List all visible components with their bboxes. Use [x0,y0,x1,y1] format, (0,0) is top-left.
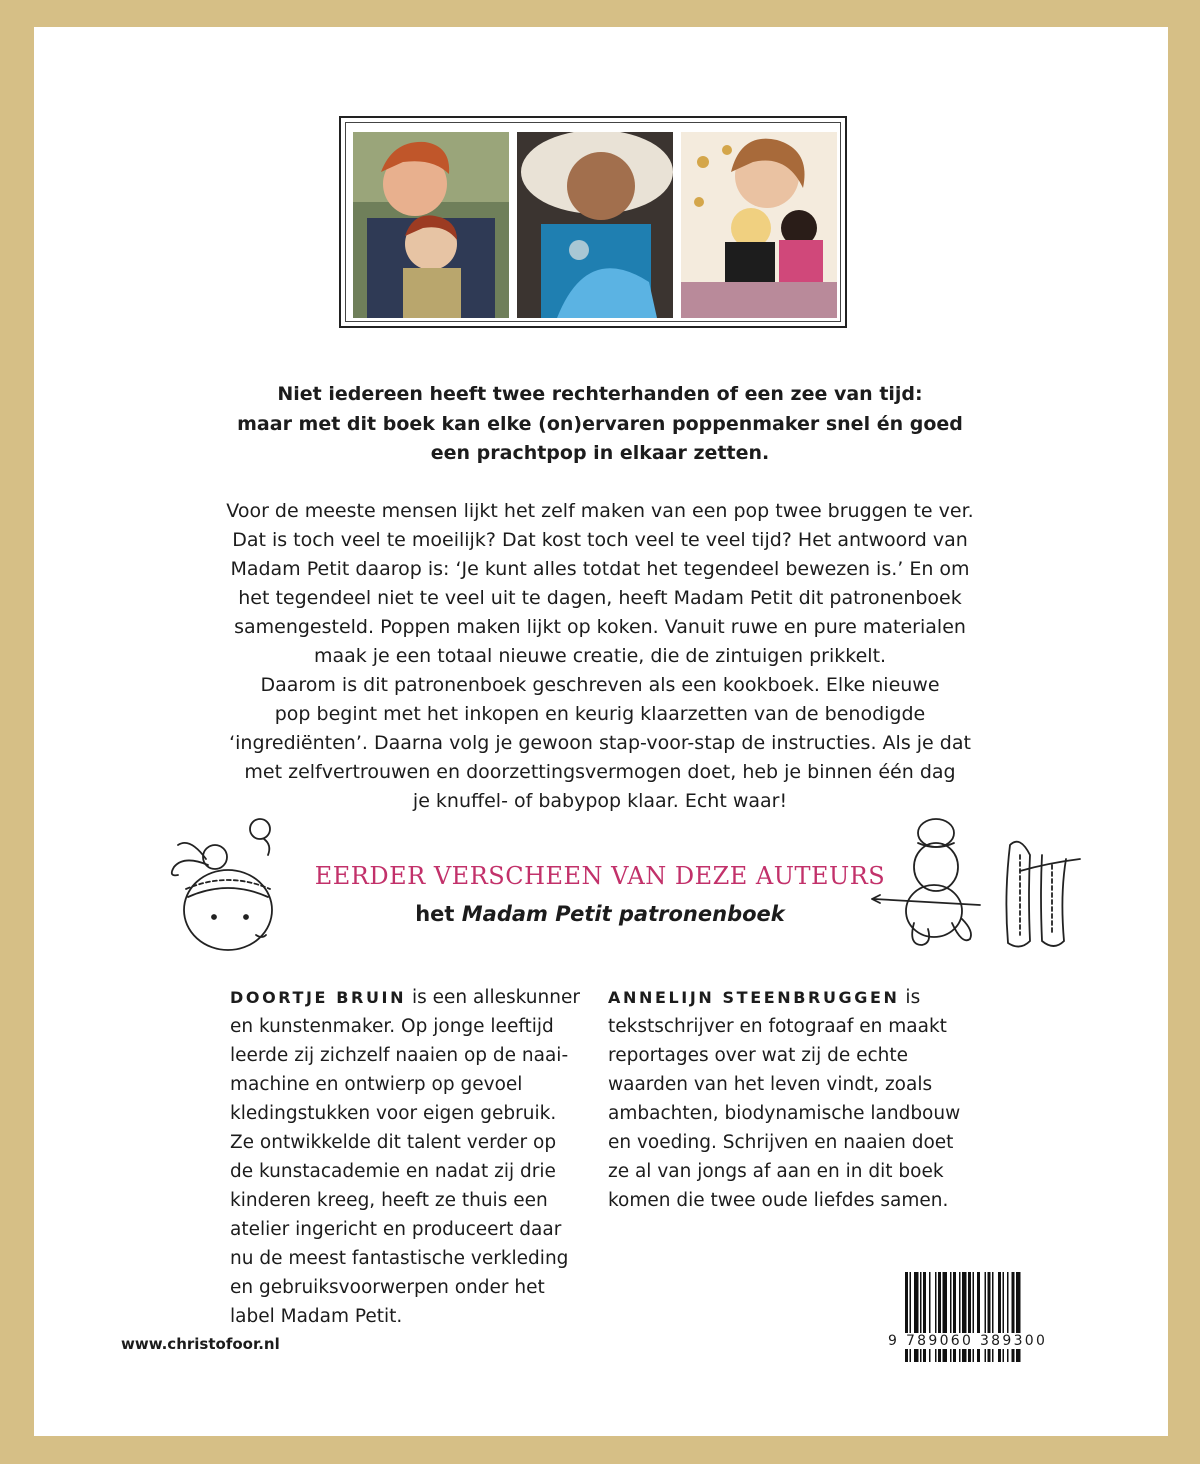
blurb-line: Madam Petit daarop is: ‘Je kunt alles totdat het tegendeel bewezen is.’ En om [230,558,970,580]
lead-line: een prachtpop in elkaar zetten. [430,442,770,464]
earlier-book-prefix: het [415,902,455,926]
author-bio-line: kinderen kreeg, heeft ze thuis een [230,1190,548,1211]
author-bio-line: en gebruiksvoorwerpen onder het [230,1277,545,1298]
blurb-line: Voor de meeste mensen lijkt het zelf maken van een pop twee bruggen te ver. [226,500,974,522]
author-bio-line: en kunstenmaker. Op jonge leeftijd [230,1016,554,1037]
blurb-line: Dat is toch veel te moeilijk? Dat kost toch veel te veel tijd? Het antwoord van [232,529,968,551]
lead-line: maar met dit boek kan elke (on)ervaren poppenmaker snel én goed [237,412,963,435]
author-name: DOORTJE BRUIN [230,988,407,1007]
photo-boy-with-doll [353,132,509,318]
author-bio-line: is [899,987,921,1008]
author-bio-line: leerde zij zichzelf naaien op de naai- [230,1045,569,1066]
author-bio-line: ze al van jongs af aan en in dit boek [608,1161,944,1182]
author-bio-annelijn [608,983,968,1215]
blurb-line: ‘ingrediënten’. Daarna volg je gewoon stap-voor-stap de instructies. Als je dat [229,732,971,754]
blurb-line: maak je een totaal nieuwe creatie, die de zintuigen prikkelt. [313,645,887,667]
blurb-paragraph [200,497,1000,816]
lead-line: Niet iedereen heeft twee rechterhanden of een zee van tijd: [277,383,923,405]
photo-strip [339,116,847,328]
blurb-line: je knuffel- of babypop klaar. Echt waar! [412,790,788,812]
blurb-line: het tegendeel niet te veel uit te dagen, heeft Madam Petit dit patronenboek [238,587,962,609]
author-name: ANNELIJN STEENBRUGGEN [608,988,900,1007]
doll-head-sketch-icon [160,815,290,955]
earlier-published-heading: EERDER VERSCHEEN VAN DEZE AUTEURS [314,862,886,890]
author-bio-line: is een alleskunner [406,987,580,1008]
author-bio-line: komen die twee oude liefdes samen. [608,1190,949,1211]
publisher-url: www.christofoor.nl [121,1335,280,1353]
author-bio-line: label Madam Petit. [230,1306,403,1327]
author-bio-line: machine en ontwierp op gevoel [230,1074,523,1095]
author-bio-line: reportages over wat zij de echte [608,1045,909,1066]
author-bio-line: de kunstacademie en nadat zij drie [230,1161,556,1182]
blurb-line: pop begint met het inkopen en keurig klaarzetten van de benodigde [274,703,926,725]
author-bio-line: kledingstukken voor eigen gebruik. [230,1103,557,1124]
blurb-line: met zelfvertrouwen en doorzettingsvermogen doet, heb je binnen één dag [244,761,956,783]
author-bio-line: atelier ingericht en produceert daar [230,1219,562,1240]
blurb-line: samengesteld. Poppen maken lijkt op koken. Vanuit ruwe en pure materialen [234,616,966,638]
doll-body-sketch-icon [870,815,1090,955]
author-bio-doortje [230,983,590,1331]
author-bio-line: Ze ontwikkelde dit talent verder op [230,1132,557,1153]
earlier-book-title: Madam Petit patronenboek [461,902,785,926]
author-bio-line: en voeding. Schrijven en naaien doet [608,1132,954,1153]
author-bio-line: tekstschrijver en fotograaf en maakt [608,1016,947,1037]
lead-paragraph [200,380,1000,469]
isbn-number: 9 789060 389300 [888,1333,1068,1349]
author-bio-line: waarden van het leven vindt, zoals [608,1074,933,1095]
photo-baby-with-doll [517,132,673,318]
author-bio-line: nu de meest fantastische verkleding [230,1248,569,1269]
blurb-line: Daarom is dit patronenboek geschreven als een kookboek. Elke nieuwe [260,674,940,696]
earlier-published-book [300,902,900,926]
photo-girl-with-dolls [681,132,837,318]
author-bio-line: ambachten, biodynamische landbouw [608,1103,961,1124]
